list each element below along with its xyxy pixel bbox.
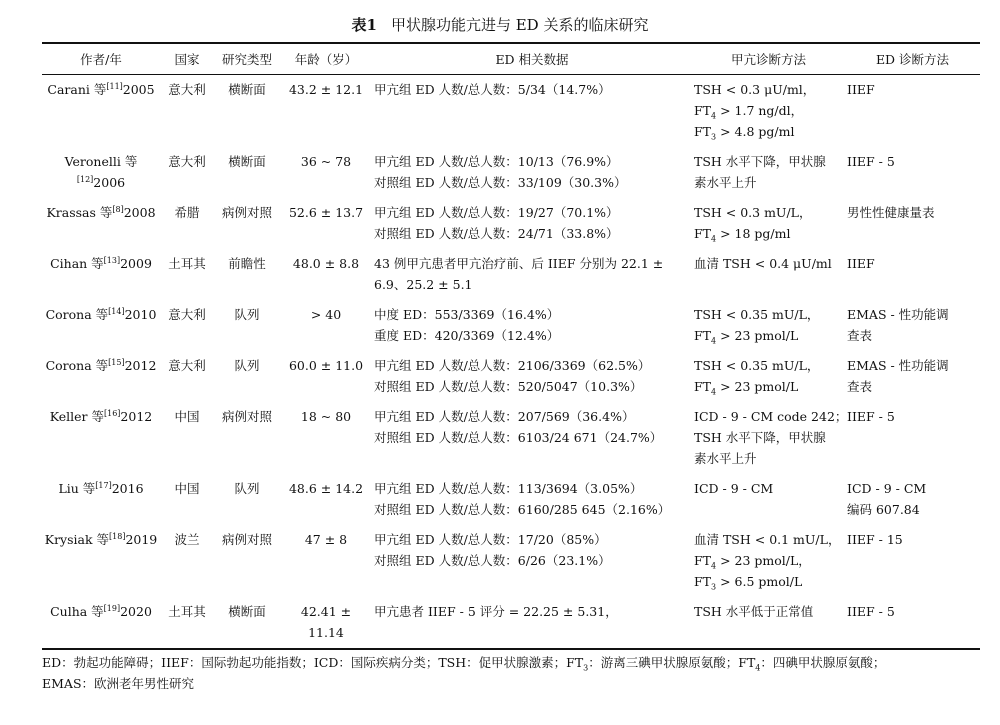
ed-diagnosis-line: 查表 bbox=[847, 328, 873, 343]
hyper-dx-text: > 23 pmol/L bbox=[716, 379, 799, 394]
hyper-dx-text: > 23 pmol/L bbox=[716, 328, 799, 343]
study-type-cell: 队列 bbox=[234, 307, 260, 322]
hyper-diagnosis-line bbox=[694, 571, 843, 592]
ed-data-cell bbox=[372, 75, 692, 148]
table-row bbox=[42, 249, 980, 300]
hyper-dx-text: FT bbox=[694, 574, 712, 589]
study-type-cell: 病例对照 bbox=[221, 409, 272, 424]
author-name: Corona 等 bbox=[45, 307, 109, 322]
ed-diagnosis-line: EMAS - 性功能调 bbox=[847, 358, 949, 373]
footnote-text-b: ：游离三碘甲状腺原氨酸；FT bbox=[588, 655, 756, 670]
hyper-diagnosis-line bbox=[694, 325, 843, 346]
study-type-cell: 横断面 bbox=[228, 154, 266, 169]
ed-data-line: 甲亢组 ED 人数/总人数：10/13（76.9%） bbox=[374, 154, 619, 169]
hyper-diagnosis-line bbox=[694, 121, 843, 142]
hyper-dx-text: TSH < 0.35 mU/L， bbox=[694, 358, 820, 373]
hyper-diagnosis-line bbox=[694, 427, 843, 448]
study-year: 2005 bbox=[122, 82, 155, 97]
header-ed-diagnosis: ED 诊断方法 bbox=[845, 43, 980, 75]
ed-data-line: 对照组 ED 人数/总人数：24/71（33.8%） bbox=[374, 226, 619, 241]
hyper-diagnosis-cell bbox=[692, 474, 845, 525]
table-footnote bbox=[42, 652, 980, 694]
study-year: 2016 bbox=[111, 481, 144, 496]
ed-data-line: 甲亢组 ED 人数/总人数：113/3694（3.05%） bbox=[374, 481, 643, 496]
ed-data-line: 甲亢组 ED 人数/总人数：19/27（70.1%） bbox=[374, 205, 619, 220]
table-row bbox=[42, 147, 980, 198]
ed-data-line: 甲亢组 ED 人数/总人数：5/34（14.7%） bbox=[374, 82, 611, 97]
hyper-dx-text: TSH < 0.3 μU/ml， bbox=[694, 82, 816, 97]
ed-diagnosis-cell bbox=[845, 525, 980, 597]
author-name: Culha 等 bbox=[50, 604, 104, 619]
study-year: 2008 bbox=[123, 205, 156, 220]
author-name: Krassas 等 bbox=[46, 205, 113, 220]
hyper-diagnosis-line bbox=[694, 202, 843, 223]
reference-marker: [19] bbox=[103, 603, 121, 613]
hyper-diagnosis-cell bbox=[692, 525, 845, 597]
ed-data-cell bbox=[372, 351, 692, 402]
ed-diagnosis-cell bbox=[845, 351, 980, 402]
footnote-sub-4: 4 bbox=[755, 663, 761, 673]
hyper-dx-text: 素水平上升 bbox=[694, 175, 757, 190]
author-year-cell bbox=[42, 75, 160, 148]
hyper-dx-subscript: 4 bbox=[711, 234, 717, 244]
author-year-cell bbox=[42, 198, 160, 249]
table-row bbox=[42, 75, 980, 148]
age-cell: 47 ± 8 bbox=[304, 532, 348, 547]
country-cell: 土耳其 bbox=[160, 597, 214, 649]
ed-data-cell bbox=[372, 198, 692, 249]
table-number: 表1 bbox=[351, 16, 377, 34]
ed-diagnosis-cell bbox=[845, 300, 980, 351]
hyper-diagnosis-cell bbox=[692, 75, 845, 148]
ed-data-cell bbox=[372, 249, 692, 300]
hyper-dx-text: 血清 TSH < 0.4 μU/ml bbox=[694, 256, 832, 271]
ed-data-line: 对照组 ED 人数/总人数：33/109（30.3%） bbox=[374, 175, 627, 190]
table-title: 甲状腺功能亢进与 ED 关系的临床研究 bbox=[390, 16, 649, 34]
header-ed-data: ED 相关数据 bbox=[372, 43, 692, 75]
hyper-dx-subscript: 3 bbox=[711, 132, 717, 142]
author-name: Keller 等 bbox=[49, 409, 104, 424]
table-row bbox=[42, 300, 980, 351]
reference-marker: [11] bbox=[106, 81, 123, 91]
study-type-cell: 横断面 bbox=[214, 597, 280, 649]
hyper-dx-text: FT bbox=[694, 328, 712, 343]
study-year: 2009 bbox=[120, 256, 152, 271]
country-cell: 意大利 bbox=[168, 82, 206, 97]
hyper-dx-text: > 6.5 pmol/L bbox=[716, 574, 803, 589]
country-cell: 中国 bbox=[174, 481, 200, 496]
hyper-diagnosis-cell bbox=[692, 351, 845, 402]
hyper-dx-subscript: 4 bbox=[711, 387, 717, 397]
ed-diagnosis-cell bbox=[845, 147, 980, 198]
table-header-row bbox=[42, 43, 980, 75]
reference-marker: [16] bbox=[104, 408, 121, 418]
age-cell: 52.6 ± 13.7 bbox=[288, 205, 364, 220]
author-year-cell bbox=[42, 402, 160, 474]
clinical-studies-table bbox=[42, 42, 980, 650]
hyper-diagnosis-line bbox=[694, 223, 843, 244]
hyper-dx-text: > 1.7 ng/dl， bbox=[716, 103, 804, 118]
study-year: 2019 bbox=[125, 532, 158, 547]
author-name: Corona 等 bbox=[45, 358, 109, 373]
hyper-diagnosis-cell bbox=[692, 198, 845, 249]
ed-diagnosis-cell bbox=[845, 198, 980, 249]
ed-data-cell bbox=[372, 402, 692, 474]
table-row bbox=[42, 474, 980, 525]
header-study-type: 研究类型 bbox=[214, 43, 280, 75]
ed-data-line: 甲亢患者 IIEF - 5 评分 = 22.25 ± 5.31， bbox=[374, 604, 618, 619]
reference-marker: [12] bbox=[76, 174, 94, 184]
reference-marker: [18] bbox=[109, 531, 126, 541]
hyper-diagnosis-line bbox=[694, 601, 843, 622]
hyper-dx-text: FT bbox=[694, 553, 712, 568]
hyper-dx-text: 血清 TSH < 0.1 mU/L， bbox=[694, 532, 841, 547]
country-cell: 意大利 bbox=[168, 358, 206, 373]
hyper-diagnosis-line bbox=[694, 550, 843, 571]
reference-marker: [13] bbox=[103, 255, 121, 265]
table-wrapper bbox=[42, 42, 980, 650]
author-year-cell bbox=[42, 147, 160, 198]
ed-diagnosis-cell bbox=[845, 474, 980, 525]
table-body bbox=[42, 75, 980, 650]
hyper-diagnosis-line bbox=[694, 406, 848, 427]
ed-diagnosis-line: IIEF bbox=[847, 82, 875, 97]
ed-diagnosis-line: ICD - 9 - CM bbox=[847, 481, 927, 496]
age-cell: 42.41 ± 11.14 bbox=[280, 597, 372, 649]
hyper-dx-text: ICD - 9 - CM code 242； bbox=[694, 409, 848, 424]
study-year: 2012 bbox=[120, 409, 153, 424]
study-year: 2010 bbox=[124, 307, 157, 322]
header-hyper-diagnosis: 甲亢诊断方法 bbox=[692, 43, 845, 75]
ed-diagnosis-line: 查表 bbox=[847, 379, 873, 394]
hyper-dx-subscript: 3 bbox=[711, 582, 717, 592]
author-name: Cihan 等 bbox=[50, 256, 104, 271]
ed-data-line: 对照组 ED 人数/总人数：6160/285 645（2.16%） bbox=[374, 502, 671, 517]
country-cell: 意大利 bbox=[168, 307, 206, 322]
age-cell: 43.2 ± 12.1 bbox=[288, 82, 364, 97]
hyper-dx-text: 素水平上升 bbox=[694, 451, 757, 466]
ed-diagnosis-line: IIEF - 5 bbox=[847, 154, 895, 169]
study-type-cell: 病例对照 bbox=[221, 205, 272, 220]
author-name: Liu 等 bbox=[58, 481, 96, 496]
footnote-text-a: ED：勃起功能障碍；IIEF：国际勃起功能指数；ICD：国际疾病分类；TSH：促甲状腺激素；FT bbox=[42, 655, 584, 670]
hyper-diagnosis-line bbox=[694, 355, 843, 376]
hyper-dx-text: TSH 水平下降，甲状腺 bbox=[694, 430, 826, 445]
hyper-diagnosis-line bbox=[694, 100, 843, 121]
author-name: Veronelli 等 bbox=[64, 154, 138, 169]
author-year-cell bbox=[42, 474, 160, 525]
table-row bbox=[42, 198, 980, 249]
author-year-cell bbox=[42, 249, 160, 300]
ed-diagnosis-cell bbox=[845, 597, 980, 649]
table-row bbox=[42, 597, 980, 649]
age-cell: 48.6 ± 14.2 bbox=[288, 481, 364, 496]
age-cell: 36 ~ 78 bbox=[300, 154, 352, 169]
ed-data-line: 对照组 ED 人数/总人数：6103/24 671（24.7%） bbox=[374, 430, 663, 445]
hyper-diagnosis-cell bbox=[692, 300, 845, 351]
hyper-diagnosis-line bbox=[694, 79, 843, 100]
hyper-dx-text: > 23 pmol/L， bbox=[716, 553, 811, 568]
hyper-dx-text: FT bbox=[694, 124, 712, 139]
hyper-diagnosis-line bbox=[694, 448, 843, 469]
hyper-dx-text: FT bbox=[694, 103, 712, 118]
ed-data-line: 对照组 ED 人数/总人数：6/26（23.1%） bbox=[374, 553, 611, 568]
ed-data-line: 对照组 ED 人数/总人数：520/5047（10.3%） bbox=[374, 379, 643, 394]
ed-diagnosis-line: IIEF - 5 bbox=[847, 604, 895, 619]
ed-data-cell bbox=[372, 525, 692, 597]
age-cell: 18 ~ 80 bbox=[300, 409, 352, 424]
ed-diagnosis-cell bbox=[845, 402, 980, 474]
hyper-dx-text: > 18 pg/ml bbox=[716, 226, 791, 241]
study-type-cell: 队列 bbox=[234, 358, 260, 373]
author-year-cell bbox=[42, 525, 160, 597]
ed-data-line: 中度 ED：553/3369（16.4%） bbox=[374, 307, 560, 322]
hyper-dx-text: TSH 水平低于正常值 bbox=[694, 604, 814, 619]
table-row bbox=[42, 525, 980, 597]
ed-data-line: 甲亢组 ED 人数/总人数：2106/3369（62.5%） bbox=[374, 358, 651, 373]
study-type-cell: 横断面 bbox=[228, 82, 266, 97]
study-type-cell: 队列 bbox=[234, 481, 260, 496]
footnote-sub-3: 3 bbox=[583, 663, 589, 673]
study-year: 2020 bbox=[120, 604, 152, 619]
author-name: Krysiak 等 bbox=[44, 532, 110, 547]
ed-diagnosis-line: IIEF - 15 bbox=[847, 532, 903, 547]
hyper-diagnosis-cell bbox=[692, 249, 845, 300]
author-year-cell bbox=[42, 351, 160, 402]
ed-diagnosis-line: IIEF bbox=[847, 256, 875, 271]
hyper-diagnosis-line bbox=[694, 304, 843, 325]
author-year-cell bbox=[42, 300, 160, 351]
age-cell: 60.0 ± 11.0 bbox=[288, 358, 364, 373]
hyper-dx-text: FT bbox=[694, 226, 712, 241]
hyper-dx-text: TSH < 0.35 mU/L， bbox=[694, 307, 820, 322]
hyper-diagnosis-line bbox=[694, 478, 843, 499]
ed-diagnosis-line: IIEF - 5 bbox=[847, 409, 895, 424]
footnote-line-1 bbox=[42, 652, 980, 673]
header-age: 年龄（岁） bbox=[280, 43, 372, 75]
hyper-dx-subscript: 4 bbox=[711, 561, 717, 571]
hyper-diagnosis-line bbox=[694, 253, 843, 274]
author-year-cell bbox=[42, 597, 160, 649]
hyper-dx-text: FT bbox=[694, 379, 712, 394]
author-name: Carani 等 bbox=[47, 82, 107, 97]
ed-diagnosis-cell bbox=[845, 249, 980, 300]
hyper-diagnosis-line bbox=[694, 172, 843, 193]
hyper-dx-text: ICD - 9 - CM bbox=[694, 481, 774, 496]
ed-data-line: 甲亢组 ED 人数/总人数：207/569（36.4%） bbox=[374, 409, 635, 424]
study-type-cell: 前瞻性 bbox=[228, 256, 266, 271]
ed-diagnosis-line: 男性性健康量表 bbox=[847, 205, 935, 220]
hyper-dx-text: TSH < 0.3 mU/L， bbox=[694, 205, 812, 220]
ed-data-cell bbox=[372, 597, 692, 649]
reference-marker: [15] bbox=[108, 357, 125, 367]
footnote-text-c: ：四碘甲状腺原氨酸； bbox=[760, 655, 886, 670]
reference-marker: [17] bbox=[95, 480, 112, 490]
ed-diagnosis-line: 编码 607.84 bbox=[847, 502, 920, 517]
table-row bbox=[42, 351, 980, 402]
age-cell: 48.0 ± 8.8 bbox=[292, 256, 360, 271]
hyper-diagnosis-line bbox=[694, 376, 843, 397]
ed-data-line: 6.9、25.2 ± 5.1 bbox=[374, 277, 473, 292]
ed-data-line: 甲亢组 ED 人数/总人数：17/20（85%） bbox=[374, 532, 607, 547]
study-type-cell: 病例对照 bbox=[221, 532, 272, 547]
country-cell: 意大利 bbox=[168, 154, 206, 169]
table-caption bbox=[0, 14, 1000, 35]
study-year: 2012 bbox=[124, 358, 157, 373]
ed-diagnosis-cell bbox=[845, 75, 980, 148]
hyper-diagnosis-cell bbox=[692, 147, 845, 198]
ed-data-line: 43 例甲亢患者甲亢治疗前、后 IIEF 分别为 22.1 ± bbox=[374, 256, 664, 271]
hyper-diagnosis-line bbox=[694, 529, 843, 550]
reference-marker: [14] bbox=[108, 306, 125, 316]
footnote-line-2: EMAS：欧洲老年男性研究 bbox=[42, 676, 195, 691]
hyper-dx-text: > 4.8 pg/ml bbox=[716, 124, 795, 139]
ed-data-line: 重度 ED：420/3369（12.4%） bbox=[374, 328, 560, 343]
hyper-dx-text: TSH 水平下降，甲状腺 bbox=[694, 154, 826, 169]
country-cell: 波兰 bbox=[174, 532, 200, 547]
country-cell: 希腊 bbox=[174, 205, 200, 220]
ed-data-cell bbox=[372, 300, 692, 351]
ed-data-cell bbox=[372, 147, 692, 198]
reference-marker: [8] bbox=[112, 204, 124, 214]
hyper-diagnosis-cell bbox=[692, 402, 848, 474]
study-year: 2006 bbox=[93, 175, 126, 190]
country-cell: 中国 bbox=[174, 409, 200, 424]
ed-data-cell bbox=[372, 474, 692, 525]
ed-diagnosis-line: EMAS - 性功能调 bbox=[847, 307, 949, 322]
header-author-year: 作者/年 bbox=[42, 43, 160, 75]
hyper-dx-subscript: 4 bbox=[711, 336, 717, 346]
header-country: 国家 bbox=[160, 43, 214, 75]
hyper-diagnosis-cell bbox=[692, 597, 845, 649]
hyper-diagnosis-line bbox=[694, 151, 843, 172]
hyper-dx-subscript: 4 bbox=[711, 111, 717, 121]
age-cell: > 40 bbox=[310, 307, 342, 322]
country-cell: 土耳其 bbox=[168, 256, 206, 271]
table-row bbox=[42, 402, 980, 474]
